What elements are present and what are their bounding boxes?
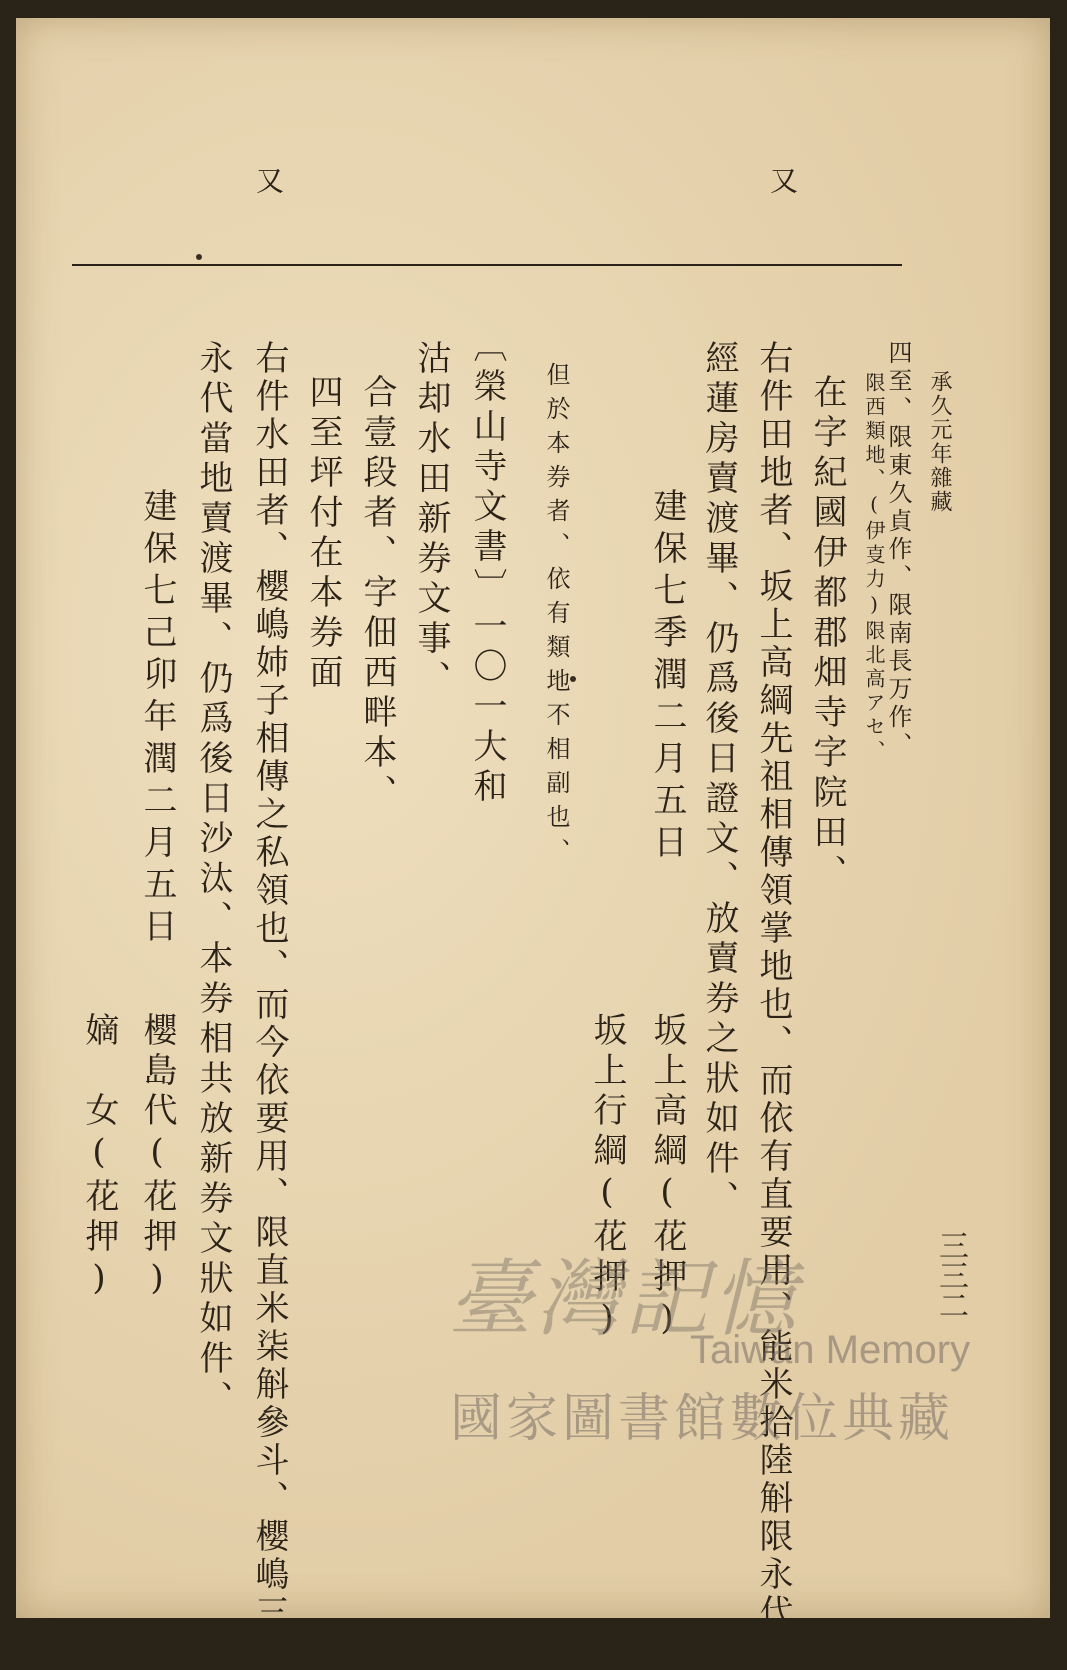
text-col-10: 合壹段者、字佃西畔本、	[357, 374, 397, 814]
text-col-3: 右件田地者、坂上高綱先祖相傳領掌地也、而依有直要用、能米拾陸斛限永代	[753, 340, 793, 1632]
text-col-12: 右件水田者、櫻嶋姉子相傳之私領也、而今依要用、限直米柒斛參斗、櫻嶋三子	[249, 340, 289, 1670]
text-col-13: 永代當地賣渡畢、仍爲後日沙汰、本券相共放新券文狀如件、	[193, 340, 233, 1420]
ink-spot-2	[570, 676, 576, 682]
header-rule	[72, 264, 902, 266]
date-line-2: 建保七己卯年潤二月五日	[137, 488, 177, 950]
signature-3: 櫻島代(花押)	[137, 1012, 177, 1304]
date-line-1: 建保七季潤二月五日	[647, 488, 687, 866]
text-col-9: 沽却水田新券文事、	[411, 340, 451, 700]
header-right-char: 又	[766, 166, 799, 200]
page-number: 三三二	[933, 1230, 968, 1320]
note-line: 但於本券者、依有類地不相副也、	[542, 362, 570, 872]
signature-2: 坂上行綱(花押)	[587, 1012, 627, 1344]
ink-spot	[196, 254, 202, 260]
signature-4: 嫡 女(花押)	[79, 1012, 119, 1304]
header-left-char: 又	[252, 166, 285, 200]
text-col-2: 在字紀國伊都郡畑寺字院田、	[807, 374, 847, 894]
signature-1: 坂上高綱(花押)	[647, 1012, 687, 1344]
text-col-1b: 限西類地、(伊㕝力)限北高アセ、	[862, 372, 886, 764]
section-heading: 〔榮山寺文書〕一〇一大和	[467, 328, 507, 808]
watermark-subtitle: Taiwan Memory	[690, 1328, 971, 1372]
text-col-11: 四至坪付在本券面	[303, 374, 343, 694]
watermark-org: 國家圖書館數位典藏	[450, 1390, 955, 1448]
running-title: 承久元年雜藏	[927, 370, 952, 514]
text-col-4: 經蓮房賣渡畢、仍爲後日證文、放賣券之狀如件、	[699, 340, 739, 1220]
text-col-1: 四至、限東久貞作、限南長万作、	[884, 340, 912, 760]
watermark-title: 臺灣記憶	[448, 1250, 801, 1348]
